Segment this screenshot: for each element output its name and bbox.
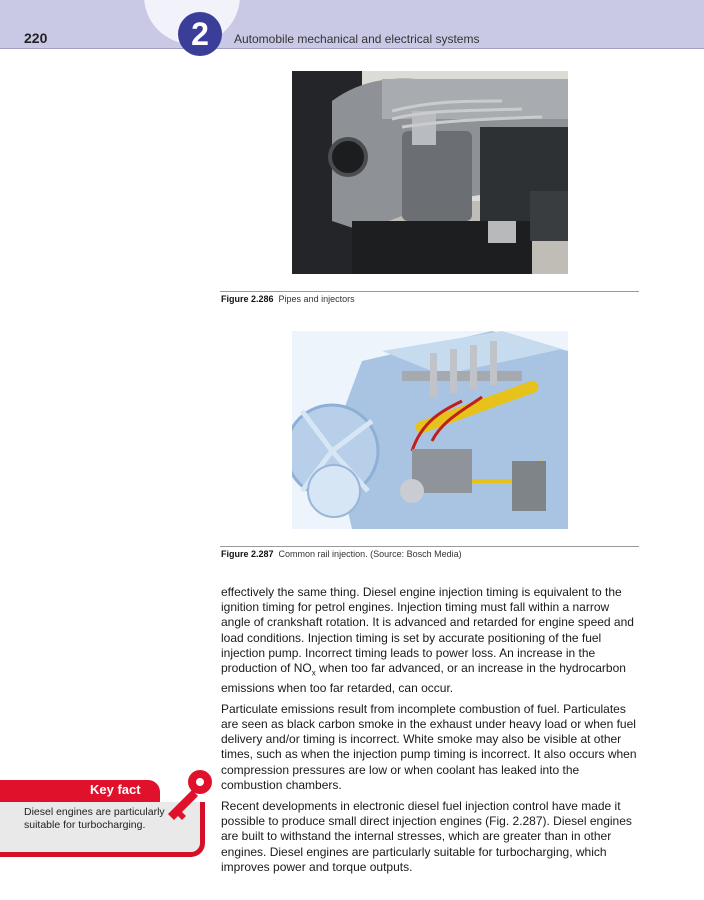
page-number: 220 [24, 30, 48, 46]
running-title: Automobile mechanical and electrical systems [234, 32, 480, 46]
key-fact-text: Diesel engines are particularly suitable for turbocharging. [24, 806, 165, 831]
figure-caption [221, 294, 355, 304]
caption-rule [220, 291, 639, 292]
paragraph: Particulate emissions result from incomplete combustion of fuel. Particulates are seen as black carbon smoke in the exhaust under heavy load or when fuel delivery and/or timing is incorrect. White smoke may also be visible at other times, such as when the injection pump timing is incorrect. It also occurs when compression pressures are low or when coolant has leaked into the combustion chambers. [221, 701, 637, 792]
key-fact-title: Key fact [90, 782, 141, 797]
paragraph-text: effectively the same thing. Diesel engine injection timing is equivalent to the ignition timing for petrol engines. Injection timing must fall within a narrow angle of crankshaft rotation. It is advanced and retarded for engine speed and load conditions. Injection timing is set by accurate positioning of the fuel injection pump. Incorrect timing leads to power loss. An increase in the production of NO [221, 585, 634, 676]
paragraph: Recent developments in electronic diesel fuel injection control have made it possible to produce small direct injection engines (Fig. 2.287). Diesel engines are built to withstand the internal stresses, which are greater than in other engines. Diesel engines are particularly suitable for turbocharging, which improves power and torque outputs. [221, 799, 632, 874]
figure-caption-text: Pipes and injectors [278, 294, 355, 304]
figure-common-rail-image [292, 331, 568, 529]
figure-caption [221, 549, 462, 559]
header-divider [0, 48, 704, 49]
figure-pipes-injectors-image [292, 71, 568, 274]
body-text [221, 585, 641, 881]
key-icon [160, 764, 220, 824]
paragraph-text: when too far advanced, or an increase in the hydrocarbon emissions when too far retarded, can occur. [221, 661, 626, 695]
subscript-x: x [311, 668, 316, 678]
paragraph [221, 585, 641, 696]
chapter-badge: 2 [178, 12, 222, 56]
caption-rule [220, 546, 639, 547]
figure-label: Figure 2.286 [221, 294, 274, 304]
figure-label: Figure 2.287 [221, 549, 274, 559]
figure-caption-text: Common rail injection. (Source: Bosch Media) [278, 549, 462, 559]
